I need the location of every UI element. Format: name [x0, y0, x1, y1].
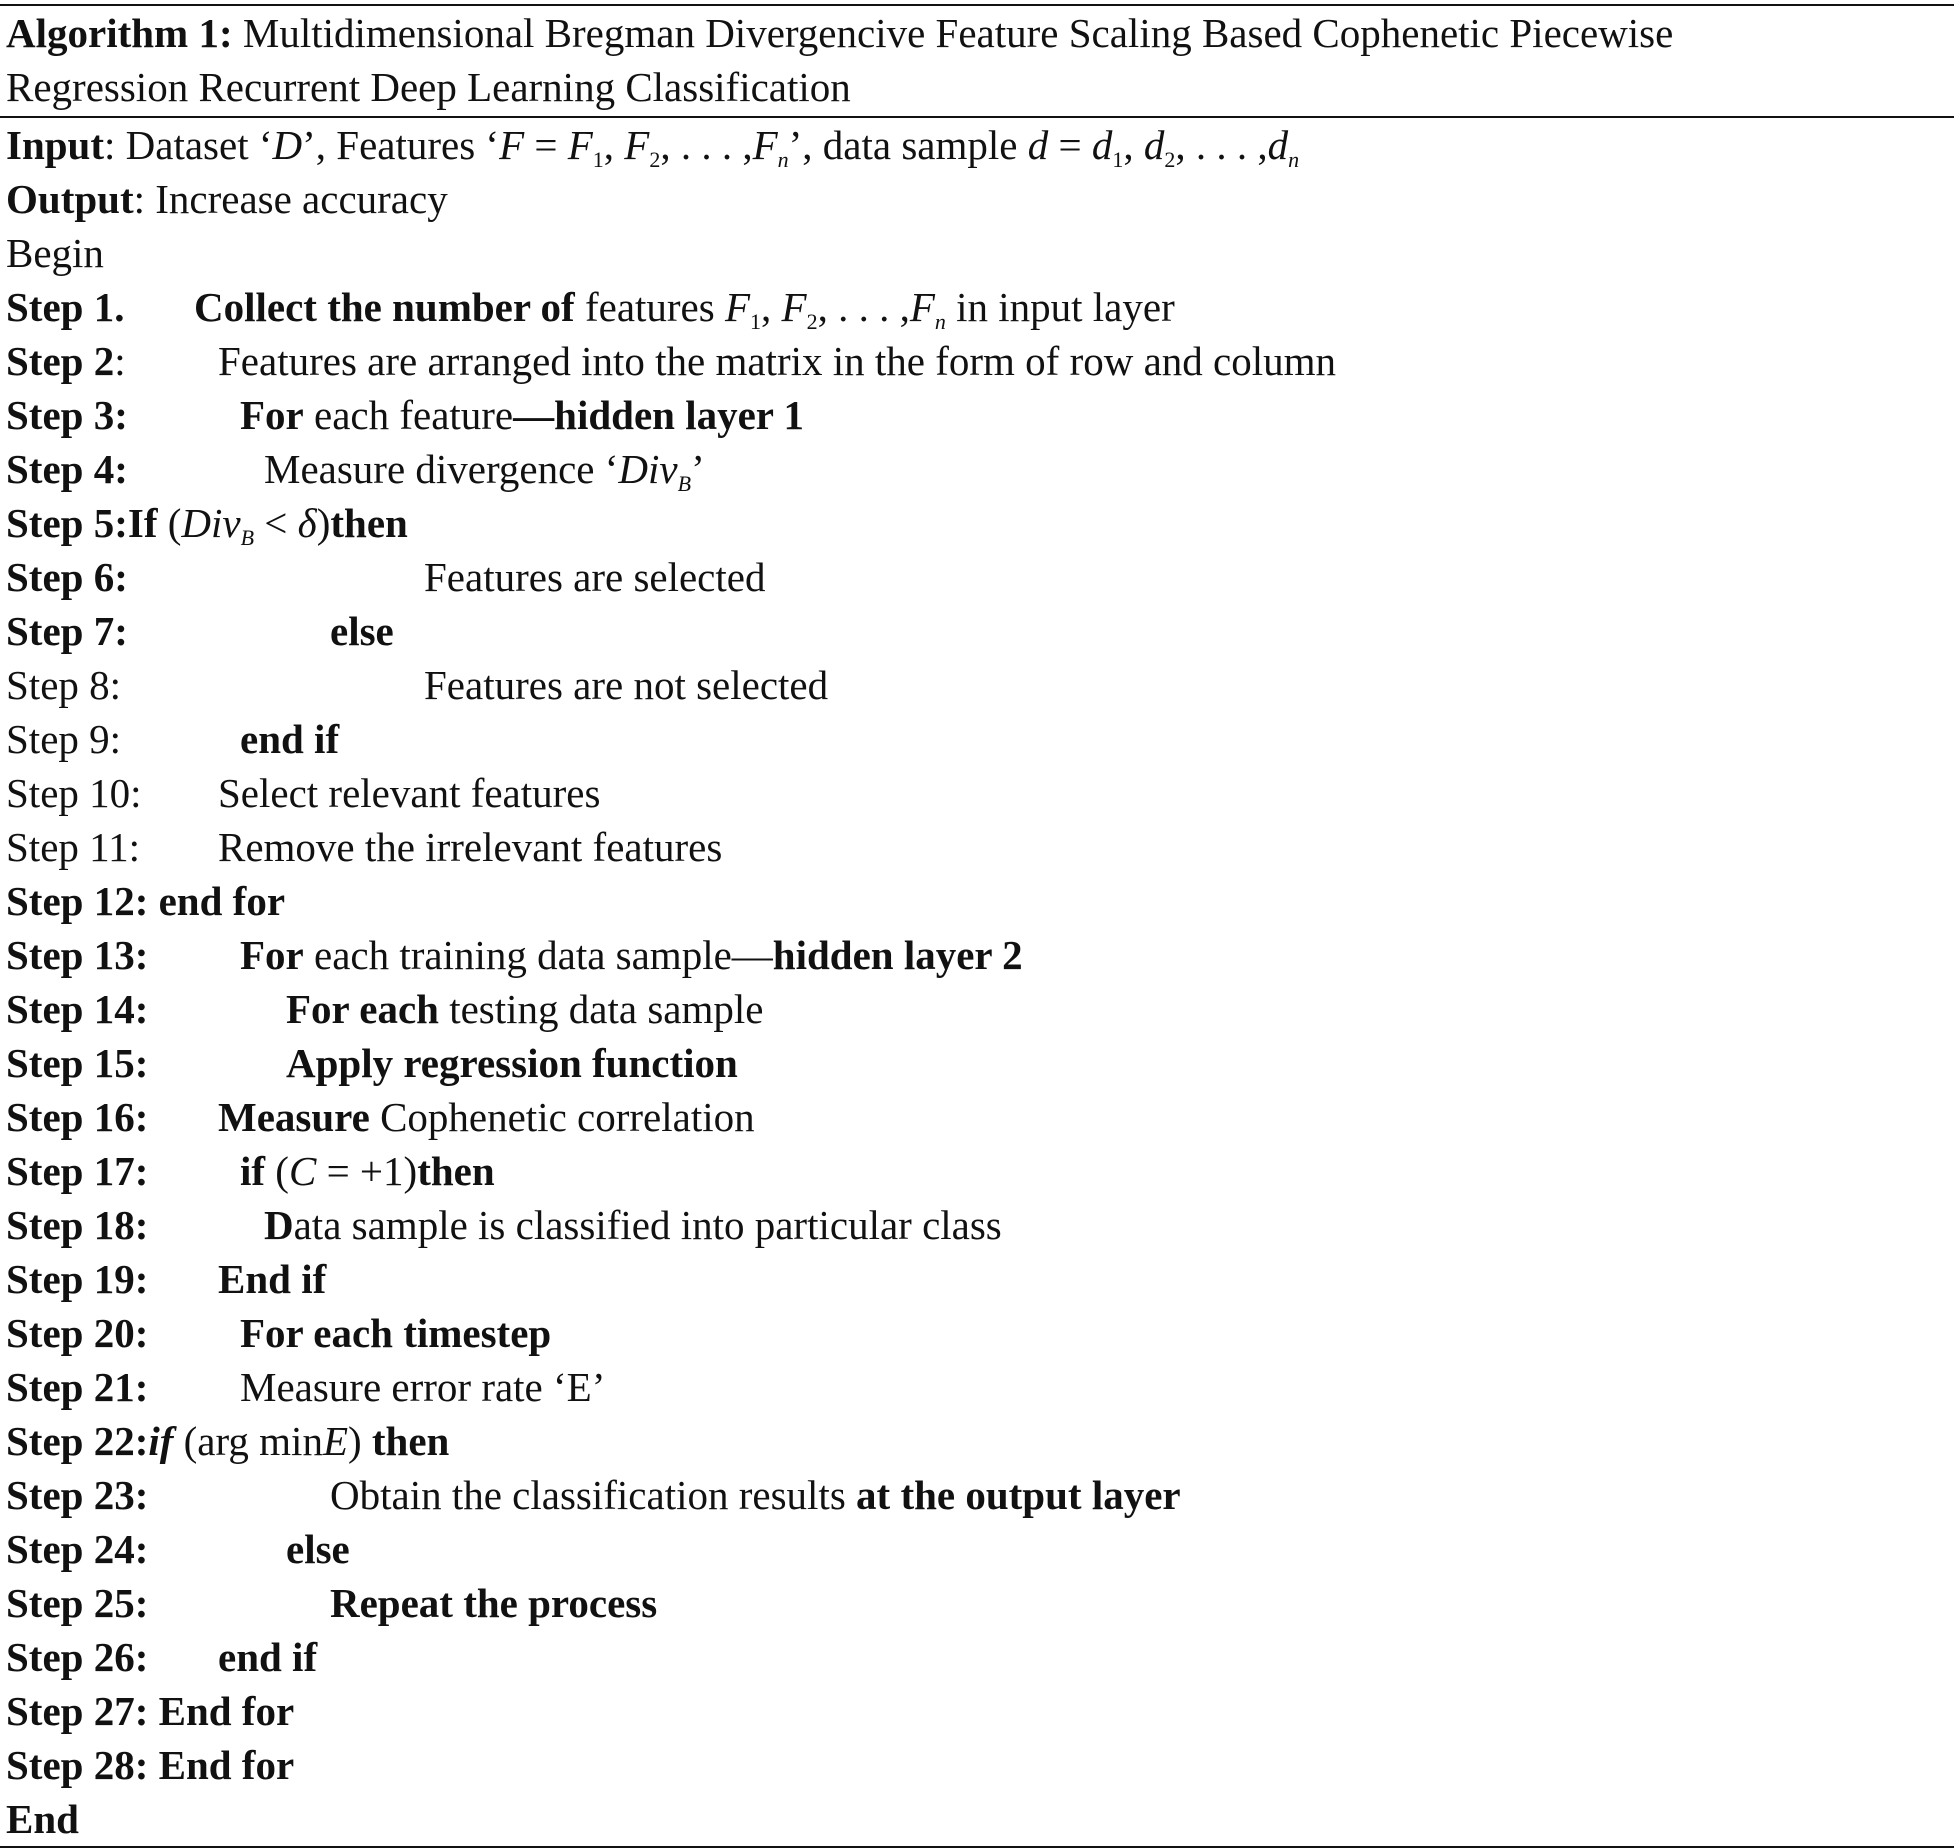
step-16-text: Cophenetic correlation	[369, 1094, 755, 1140]
step-26-label: Step 26:	[6, 1634, 149, 1680]
step-6-label: Step 6:	[6, 554, 128, 600]
algorithm-title-line1: Multidimensional Bregman Divergencive Feature Scaling Based Cophenetic Piecewise	[242, 10, 1674, 56]
input-dn-sub: n	[1288, 147, 1300, 172]
input-dots: , . . . ,	[660, 122, 753, 168]
step-1-bold: Collect the number of	[194, 284, 575, 330]
step-2-text: Features are arranged into the matrix in the form of row and column	[218, 338, 1337, 384]
step-20	[0, 1306, 1954, 1360]
step-1-label: Step 1.	[6, 284, 125, 330]
step-23	[0, 1468, 1954, 1522]
output-line	[0, 172, 1954, 226]
algorithm-title-line2: Regression Recurrent Deep Learning Classification	[6, 64, 851, 110]
input-f1: F	[567, 122, 593, 168]
step-22-argmin: (arg min	[173, 1418, 323, 1464]
input-d2-sub: 2	[1164, 147, 1176, 172]
step-17-then: then	[417, 1148, 495, 1194]
step-5-label: Step 5:If	[6, 500, 158, 546]
step-9-label: Step 9:	[6, 716, 122, 762]
step-23-text: Obtain the classification results	[330, 1472, 857, 1518]
input-dots-2: , . . . ,	[1175, 122, 1268, 168]
step-20-text: For each timestep	[240, 1310, 552, 1356]
input-label: Input	[6, 122, 105, 168]
step-26-end-if: end if	[218, 1634, 318, 1680]
step-22-e: E	[322, 1418, 348, 1464]
input-text-b: ’, Features ‘	[302, 122, 500, 168]
step-2	[0, 334, 1954, 388]
step-2-label: Step 2	[6, 338, 115, 384]
step-18	[0, 1198, 1954, 1252]
step-14-label: Step 14:	[6, 986, 149, 1032]
step-16-label: Step 16:	[6, 1094, 149, 1140]
step-21-text: Measure error rate ‘E’	[240, 1364, 606, 1410]
step-13-hidden-layer: hidden layer 2	[772, 932, 1023, 978]
step-4-sub: B	[677, 471, 692, 496]
step-5-sub: B	[240, 525, 255, 550]
step-17-label: Step 17:	[6, 1148, 149, 1194]
step-11-text: Remove the irrelevant features	[218, 824, 723, 870]
begin-text: Begin	[6, 230, 104, 276]
step-22-label: Step 22:	[6, 1418, 149, 1464]
step-27-label: Step 27: End for	[6, 1688, 295, 1734]
step-19-end-if: End if	[218, 1256, 327, 1302]
input-line: Input: Dataset ‘D’, Features ‘$F = F_1$, $F_2$, . . . $,F_n$’, data sample $d = d_1$, $d_2$, . . . $,d_n$	[6, 122, 1300, 172]
step-4-div: Div	[618, 446, 678, 492]
step-14-for-each: For each	[286, 986, 439, 1032]
input-d1-sub: 1	[1112, 147, 1124, 172]
step-3-label: Step 3:	[6, 392, 128, 438]
input-d2: d	[1143, 122, 1165, 168]
step-15	[0, 1036, 1954, 1090]
step-1-text-b: in input layer	[945, 284, 1175, 330]
step-3-bold-a: For	[240, 392, 304, 438]
step-5: Step 5:If (Div$_B$ < δ)then	[6, 500, 408, 550]
step-13: Step 13: For each training data sample—hidden layer 2	[0, 928, 1954, 982]
begin-line	[0, 226, 1954, 280]
algorithm-label: Algorithm 1:	[6, 10, 233, 56]
step-16	[0, 1090, 1954, 1144]
step-11	[0, 820, 1954, 874]
step-19-label: Step 19:	[6, 1256, 149, 1302]
input-d1: d	[1091, 122, 1113, 168]
step-3-bold-b: —hidden layer 1	[513, 392, 804, 438]
step-1-text-a: features	[574, 284, 725, 330]
step-10-text: Select relevant features	[218, 770, 601, 816]
step-4-text-a: Measure divergence ‘	[264, 446, 619, 492]
step-22-then: then	[371, 1418, 450, 1464]
step-18-text: ata sample is classified into particular class	[293, 1202, 1002, 1248]
input-dataset-symbol: D	[272, 122, 303, 168]
step-22: Step 22:if (arg minE) then	[6, 1418, 450, 1464]
step-17-eq: = +1)	[316, 1148, 418, 1194]
input-comma-2: ,	[1123, 122, 1144, 168]
step-9-end-if: end if	[240, 716, 340, 762]
step-27	[0, 1684, 1954, 1738]
step-14-text: testing data sample	[438, 986, 764, 1032]
step-12-label: Step 12: end for	[6, 878, 286, 924]
step-26	[0, 1630, 1954, 1684]
step-28-label: Step 28: End for	[6, 1742, 295, 1788]
step-9	[0, 712, 1954, 766]
step-13-for: For	[240, 932, 304, 978]
input-dn: d	[1267, 122, 1289, 168]
step-5-delta: δ	[297, 500, 317, 546]
step-25	[0, 1576, 1954, 1630]
step-25-text: Repeat the process	[330, 1580, 658, 1626]
step-24-label: Step 24:	[6, 1526, 149, 1572]
input-f2: F	[624, 122, 650, 168]
step-23-label: Step 23:	[6, 1472, 149, 1518]
input-eq: =	[524, 122, 568, 168]
input-f1-sub: 1	[592, 147, 604, 172]
end-line	[0, 1792, 1954, 1846]
input-text-a: : Dataset ‘	[104, 122, 273, 168]
step-13-text: each training data sample	[303, 932, 732, 978]
step-11-label: Step 11:	[6, 824, 141, 870]
step-5-div: Div	[181, 500, 241, 546]
step-3	[0, 388, 1954, 442]
step-4-text-b: ’	[691, 446, 705, 492]
step-7	[0, 604, 1954, 658]
step-14	[0, 982, 1954, 1036]
step-3-text: each feature	[303, 392, 514, 438]
step-2-colon: :	[114, 338, 126, 384]
output-label: Output	[6, 176, 134, 222]
step-5-then: then	[330, 500, 408, 546]
step-8-text: Features are not selected	[424, 662, 829, 708]
step-6	[0, 550, 1954, 604]
step-20-label: Step 20:	[6, 1310, 149, 1356]
step-17-c: C	[288, 1148, 317, 1194]
step-10-label: Step 10:	[6, 770, 142, 816]
step-16-measure: Measure	[218, 1094, 370, 1140]
algorithm-title	[0, 6, 1954, 114]
step-19	[0, 1252, 1954, 1306]
step-28	[0, 1738, 1954, 1792]
step-12	[0, 874, 1954, 928]
step-15-label: Step 15:	[6, 1040, 149, 1086]
input-comma: ,	[603, 122, 625, 168]
step-21-label: Step 21:	[6, 1364, 149, 1410]
input-features-symbol: F	[499, 122, 525, 168]
input-fn: F	[752, 122, 778, 168]
step-18-d: D	[264, 1202, 294, 1248]
step-22-if: if	[148, 1418, 174, 1464]
output-text: : Increase accuracy	[133, 176, 448, 222]
step-7-label: Step 7:	[6, 608, 128, 654]
step-23-bold: at the output layer	[856, 1472, 1181, 1518]
step-15-text: Apply regression function	[286, 1040, 738, 1086]
step-24	[0, 1522, 1954, 1576]
input-d: d	[1027, 122, 1049, 168]
input-fn-sub: n	[777, 147, 789, 172]
step-8-label: Step 8:	[6, 662, 122, 708]
step-17: Step 17: if (C = +1)then	[0, 1144, 1954, 1198]
step-18-label: Step 18:	[6, 1202, 149, 1248]
step-5-lt: <	[254, 500, 298, 546]
input-text-c: ’, data sample	[788, 122, 1028, 168]
step-10	[0, 766, 1954, 820]
input-f2-sub: 2	[649, 147, 661, 172]
step-4-label: Step 4:	[6, 446, 128, 492]
step-7-else: else	[330, 608, 394, 654]
step-4	[0, 442, 1954, 496]
step-6-text: Features are selected	[424, 554, 766, 600]
step-21	[0, 1360, 1954, 1414]
end-text: End	[6, 1796, 79, 1842]
step-25-label: Step 25:	[6, 1580, 149, 1626]
step-17-if: if	[240, 1148, 266, 1194]
step-13-label: Step 13:	[6, 932, 149, 978]
step-1: Step 1. Collect the number of features $F_1$, $F_2$, . . . $,F_n$ in input layer	[0, 280, 1954, 334]
step-24-else: else	[286, 1526, 350, 1572]
step-8	[0, 658, 1954, 712]
